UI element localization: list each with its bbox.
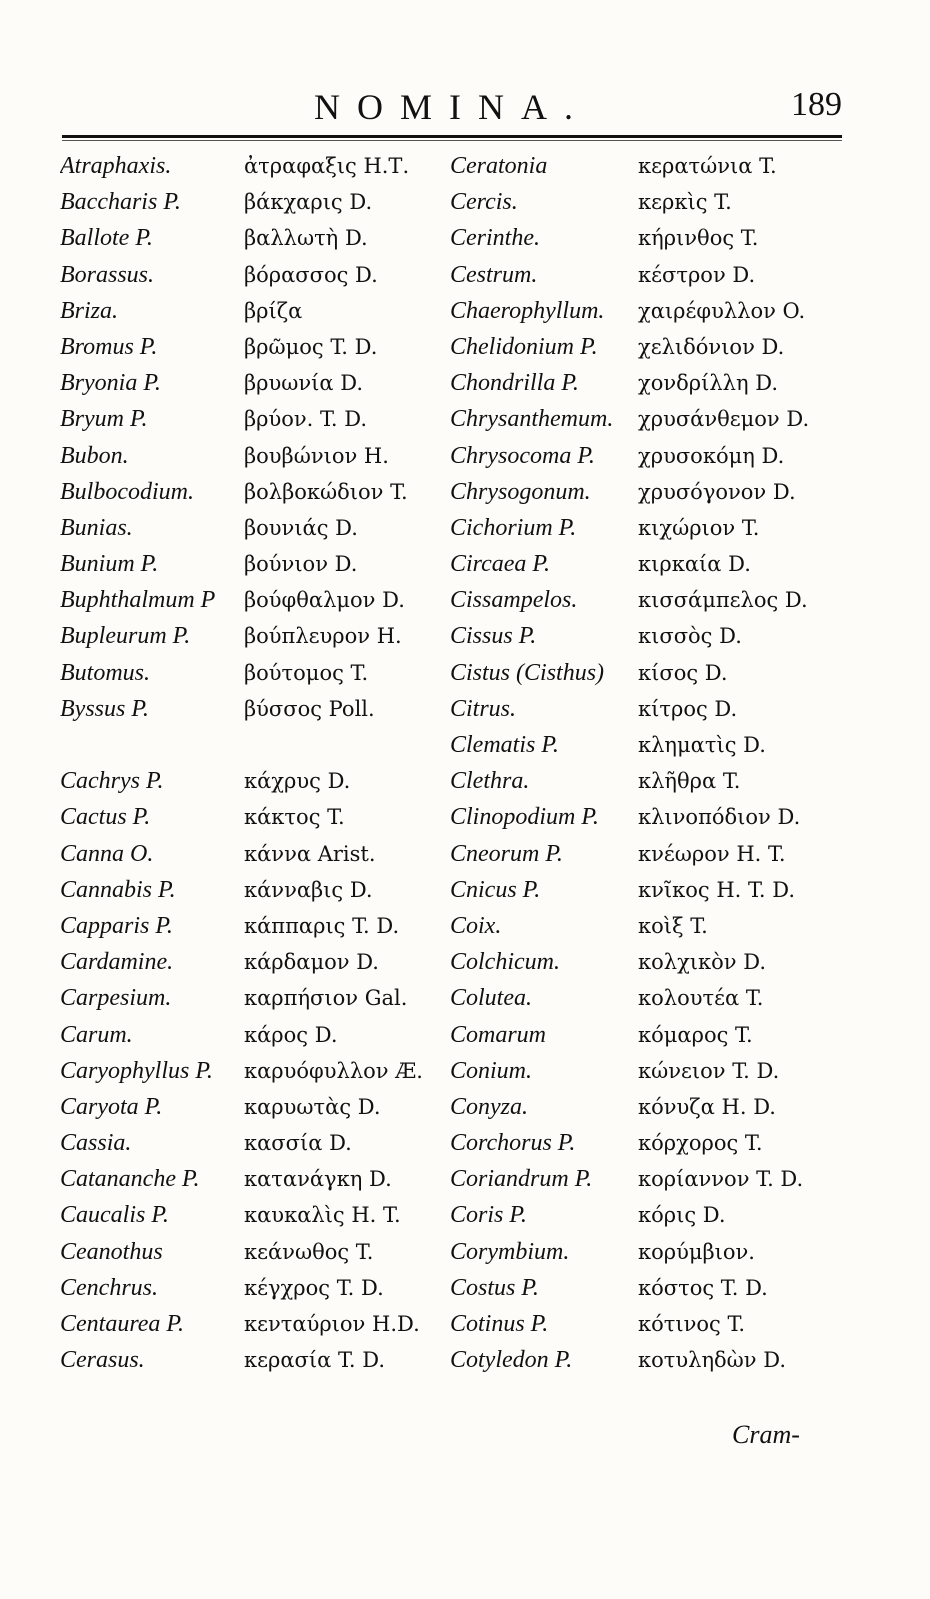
latin-name: Bupleurum P. bbox=[60, 623, 191, 650]
latin-name: Caryota P. bbox=[60, 1093, 163, 1120]
latin-name: Cerinthe. bbox=[450, 225, 540, 252]
greek-name: κενταύριον H.D. bbox=[244, 1312, 420, 1336]
greek-name: κορύμβιον. bbox=[638, 1239, 755, 1264]
greek-name: βούπλευρον H. bbox=[244, 624, 402, 649]
latin-name: Comarum bbox=[450, 1021, 547, 1048]
greek-name: κίτρος D. bbox=[638, 696, 738, 721]
latin-name: Butomus. bbox=[60, 659, 150, 686]
greek-name: κνέωρον H. T. bbox=[638, 841, 786, 866]
latin-name: Coriandrum P. bbox=[450, 1166, 593, 1193]
greek-name: κάππαρις T. D. bbox=[244, 913, 400, 938]
latin-name: Bryum P. bbox=[60, 406, 148, 433]
latin-name: Capparis P. bbox=[60, 912, 173, 939]
greek-name: βούφθαλμον D. bbox=[244, 588, 405, 613]
greek-name: κότινος T. bbox=[638, 1312, 746, 1336]
latin-name: Circaea P. bbox=[450, 551, 550, 578]
latin-name: Carpesium. bbox=[60, 985, 172, 1012]
greek-name: ἀτραφαξις Η.Τ. bbox=[244, 154, 410, 178]
greek-name: κλῆθρα T. bbox=[638, 769, 741, 794]
greek-name: κάννα Arist. bbox=[244, 841, 376, 866]
greek-name: κάρδαμον D. bbox=[244, 950, 379, 975]
greek-name: βουβώνιον H. bbox=[244, 443, 389, 468]
latin-name: Cactus P. bbox=[60, 804, 151, 831]
latin-name: Ballote P. bbox=[60, 225, 153, 252]
greek-name: κισσάμπελος D. bbox=[638, 588, 808, 613]
greek-name: καυκαλὶς H. T. bbox=[244, 1203, 401, 1228]
latin-name: Conium. bbox=[450, 1057, 533, 1084]
greek-name: βουνιάς D. bbox=[244, 515, 358, 540]
latin-name: Cannabis P. bbox=[60, 876, 176, 903]
greek-name: βάκχαρις D. bbox=[244, 190, 373, 215]
greek-name: κήρινθος T. bbox=[638, 226, 759, 251]
greek-name: βόρασσος D. bbox=[244, 262, 378, 287]
greek-name: κασσία D. bbox=[244, 1131, 352, 1156]
greek-name: κορίαννον T. D. bbox=[638, 1167, 804, 1192]
latin-name: Chondrilla P. bbox=[450, 370, 579, 397]
greek-name: βαλλωτὴ D. bbox=[244, 226, 368, 251]
latin-column-1 bbox=[60, 148, 245, 1378]
greek-name: βρυωνία D. bbox=[244, 371, 363, 396]
greek-name: κάκτος T. bbox=[244, 805, 345, 830]
latin-name: Cenchrus. bbox=[60, 1274, 158, 1301]
latin-name: Carum. bbox=[60, 1021, 133, 1048]
greek-name: κίσος D. bbox=[638, 660, 728, 685]
latin-name: Bulbocodium. bbox=[60, 478, 194, 505]
greek-name: κόστος T. D. bbox=[638, 1275, 768, 1300]
latin-name: Centaurea P. bbox=[60, 1311, 184, 1337]
latin-name: Cardamine. bbox=[60, 949, 174, 976]
greek-name: κάρος D. bbox=[244, 1022, 338, 1047]
greek-name: βούνιον D. bbox=[244, 552, 358, 577]
greek-name: κόνυζα H. D. bbox=[638, 1094, 776, 1119]
latin-name: Colchicum. bbox=[450, 949, 560, 976]
latin-name: Cissampelos. bbox=[450, 587, 578, 614]
latin-name: Cachrys P. bbox=[60, 768, 164, 795]
latin-name: Cnicus P. bbox=[450, 876, 541, 903]
latin-name: Cestrum. bbox=[450, 261, 538, 288]
greek-name: κισσὸς D. bbox=[638, 624, 742, 649]
latin-name: Atraphaxis. bbox=[60, 153, 172, 179]
greek-name: καρυωτὰς D. bbox=[244, 1094, 381, 1119]
greek-name: βολβοκώδιον T. bbox=[244, 479, 408, 504]
latin-name: Catananche P. bbox=[60, 1166, 200, 1193]
greek-name: κερασία T. D. bbox=[244, 1348, 385, 1373]
greek-name: κοτυληδὼν D. bbox=[638, 1348, 787, 1373]
latin-name: Cneorum P. bbox=[450, 840, 563, 867]
greek-name: χονδρίλλη D. bbox=[638, 371, 778, 396]
greek-name: βρίζα bbox=[244, 298, 303, 323]
greek-name: κλινοπόδιον D. bbox=[638, 805, 801, 830]
greek-name: χρυσάνθεμον D. bbox=[638, 407, 810, 432]
greek-name: κώνειον T. D. bbox=[638, 1058, 780, 1083]
latin-name: Chaerophyllum. bbox=[450, 297, 605, 324]
greek-name: κάχρυς D. bbox=[244, 769, 351, 794]
greek-name: χαιρέφυλλον O. bbox=[638, 298, 806, 323]
greek-name: κολουτέα T. bbox=[638, 986, 764, 1011]
greek-name: κερκὶς T. bbox=[638, 190, 732, 215]
greek-name: κεάνωθος T. bbox=[244, 1239, 374, 1264]
latin-name: Corymbium. bbox=[450, 1238, 570, 1265]
latin-name: Chrysocoma P. bbox=[450, 442, 595, 469]
latin-name: Canna O. bbox=[60, 840, 154, 867]
latin-name: Chrysanthemum. bbox=[450, 406, 614, 433]
latin-name: Cotyledon P. bbox=[450, 1347, 573, 1374]
latin-name: Baccharis P. bbox=[60, 189, 181, 216]
greek-name: κερατώνια T. bbox=[638, 154, 777, 178]
greek-name: κόρχορος T. bbox=[638, 1131, 763, 1156]
latin-name: Caucalis P. bbox=[60, 1202, 169, 1229]
latin-name: Bubon. bbox=[60, 442, 129, 469]
latin-name: Bromus P. bbox=[60, 333, 158, 360]
greek-name: χελιδόνιον D. bbox=[638, 334, 785, 359]
latin-name: Clinopodium P. bbox=[450, 804, 599, 831]
greek-name: καρυόφυλλον Æ. bbox=[244, 1058, 423, 1083]
greek-name: καρπήσιον Gal. bbox=[244, 986, 408, 1011]
latin-name: Cotinus P. bbox=[450, 1311, 549, 1337]
greek-name: κιρκαία D. bbox=[638, 552, 751, 577]
latin-name: Bunias. bbox=[60, 514, 133, 541]
greek-name: κοὶξ T. bbox=[638, 913, 708, 938]
latin-name: Cichorium P. bbox=[450, 514, 577, 541]
latin-name: Cerasus. bbox=[60, 1347, 145, 1374]
greek-column-2 bbox=[638, 148, 848, 1378]
latin-name: Cercis. bbox=[450, 189, 518, 216]
latin-column-2 bbox=[450, 148, 640, 1378]
greek-name: κιχώριον T. bbox=[638, 515, 760, 540]
greek-name: κάνναβις D. bbox=[244, 877, 373, 902]
greek-name: βρύον. T. D. bbox=[244, 407, 368, 432]
latin-name: Coris P. bbox=[450, 1202, 527, 1229]
greek-column-1 bbox=[244, 148, 449, 1378]
latin-name: Coix. bbox=[450, 912, 502, 939]
blank-row bbox=[60, 727, 245, 763]
page-number: 189 bbox=[791, 86, 842, 123]
greek-name: κολχικὸν D. bbox=[638, 950, 767, 975]
latin-name: Buphthalmum P bbox=[60, 587, 216, 614]
latin-name: Caryophyllus P. bbox=[60, 1057, 213, 1084]
latin-name: Bunium P. bbox=[60, 551, 159, 578]
greek-name: κέστρον D. bbox=[638, 262, 756, 287]
greek-name: κατανάγκη D. bbox=[244, 1167, 392, 1192]
latin-name: Bryonia P. bbox=[60, 370, 161, 397]
running-title: NOMINA. bbox=[314, 87, 590, 127]
latin-name: Cistus (Cisthus) bbox=[450, 659, 605, 686]
latin-name: Chelidonium P. bbox=[450, 333, 598, 360]
latin-name: Clethra. bbox=[450, 768, 530, 795]
greek-name: βύσσος Poll. bbox=[244, 696, 375, 721]
greek-name: κληματὶς D. bbox=[638, 733, 766, 757]
latin-name: Clematis P. bbox=[450, 732, 559, 758]
latin-name: Byssus P. bbox=[60, 695, 149, 722]
greek-name: βούτομος T. bbox=[244, 660, 369, 685]
blank-row bbox=[244, 727, 449, 763]
latin-name: Corchorus P. bbox=[450, 1130, 576, 1157]
latin-name: Costus P. bbox=[450, 1274, 539, 1301]
greek-name: βρῶμος T. D. bbox=[244, 334, 378, 359]
latin-name: Borassus. bbox=[60, 261, 155, 288]
latin-name: Ceanothus bbox=[60, 1238, 163, 1265]
greek-name: κέγχρος T. D. bbox=[244, 1275, 384, 1300]
latin-name: Colutea. bbox=[450, 985, 532, 1012]
greek-name: κόμαρος T. bbox=[638, 1022, 753, 1047]
greek-name: χρυσοκόμη D. bbox=[638, 443, 785, 468]
latin-name: Conyza. bbox=[450, 1093, 528, 1120]
latin-name: Cissus P. bbox=[450, 623, 537, 650]
latin-name: Chrysogonum. bbox=[450, 478, 591, 505]
latin-name: Briza. bbox=[60, 297, 119, 324]
greek-name: χρυσόγονον D. bbox=[638, 479, 796, 504]
greek-name: κνῖκος H. T. D. bbox=[638, 877, 796, 902]
catchword: Cram- bbox=[732, 1420, 800, 1449]
latin-name: Ceratonia bbox=[450, 153, 548, 179]
latin-name: Cassia. bbox=[60, 1130, 132, 1157]
greek-name: κόρις D. bbox=[638, 1203, 726, 1228]
latin-name: Citrus. bbox=[450, 695, 517, 722]
